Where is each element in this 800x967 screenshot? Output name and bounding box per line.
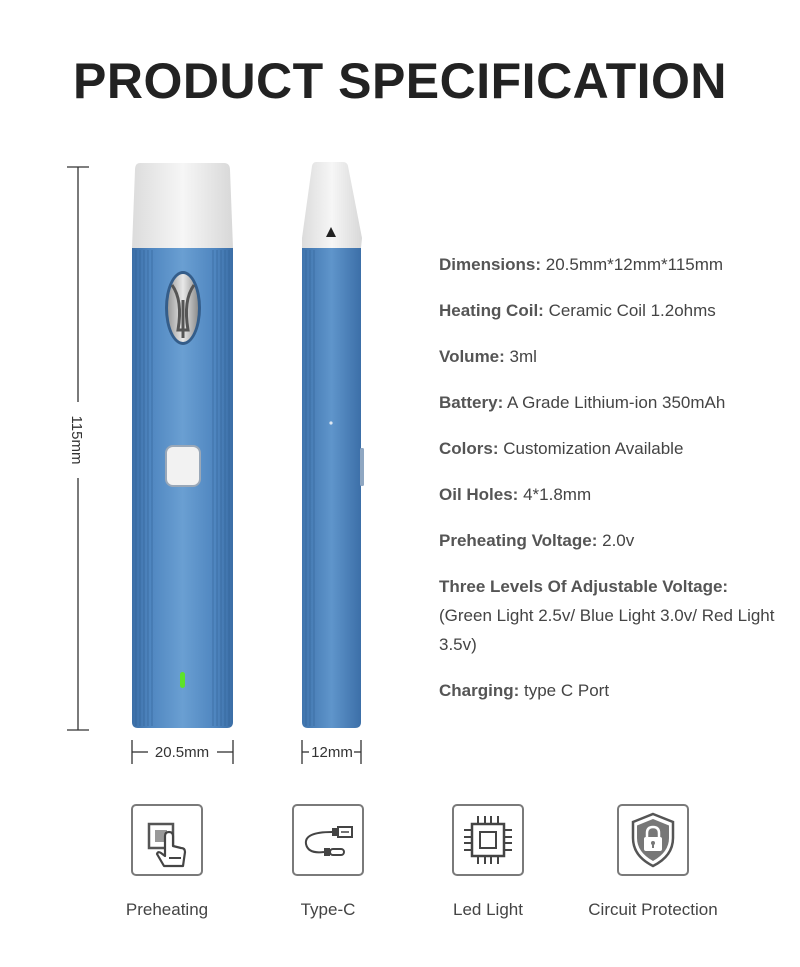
spec-heating-coil: Heating Coil: Ceramic Coil 1.2ohms: [439, 301, 716, 320]
feature-preheating: Preheating: [87, 804, 247, 920]
page-title: PRODUCT SPECIFICATION: [72, 53, 728, 109]
body-side: [302, 248, 361, 728]
spec-list: [439, 250, 779, 722]
usb-cable-icon: [292, 804, 364, 876]
device-side-view: [302, 162, 364, 728]
side-width-dimension: [302, 740, 361, 764]
spec-adjustable-voltage: Three Levels Of Adjustable Voltage: (Green Light 2.5v/ Blue Light 3.0v/ Red Light 3.5v): [439, 577, 775, 654]
spec-preheating-voltage: Preheating Voltage: 2.0v: [439, 531, 635, 550]
feature-type-c: Type-C: [248, 804, 408, 920]
spec-charging: Charging: type C Port: [439, 681, 610, 700]
shield-lock-icon: [617, 804, 689, 876]
spec-oil-holes: Oil Holes: 4*1.8mm: [439, 485, 592, 504]
side-button: [360, 448, 364, 486]
height-dimension: [67, 167, 89, 730]
mouthpiece-front: [132, 163, 233, 248]
spec-battery: Battery: A Grade Lithium-ion 350mAh: [439, 393, 726, 412]
led-indicator: [180, 672, 185, 688]
spec-dimensions: Dimensions: 20.5mm*12mm*115mm: [439, 255, 724, 274]
side-width-label: 12mm: [311, 744, 353, 761]
front-width-dimension: [132, 740, 233, 764]
spec-volume: Volume: 3ml: [439, 347, 537, 366]
preheating-finger-icon: [131, 804, 203, 876]
feature-row: [0, 800, 800, 967]
spec-colors: Colors: Customization Available: [439, 439, 684, 458]
feature-circuit-protection: Circuit Protection: [573, 804, 733, 920]
feature-led-light: Led Light: [408, 804, 568, 920]
device-front-view: [132, 163, 233, 728]
chip-icon: [452, 804, 524, 876]
power-button: [166, 446, 200, 486]
height-label: 115mm: [68, 415, 85, 465]
front-width-label: 20.5mm: [154, 744, 210, 761]
